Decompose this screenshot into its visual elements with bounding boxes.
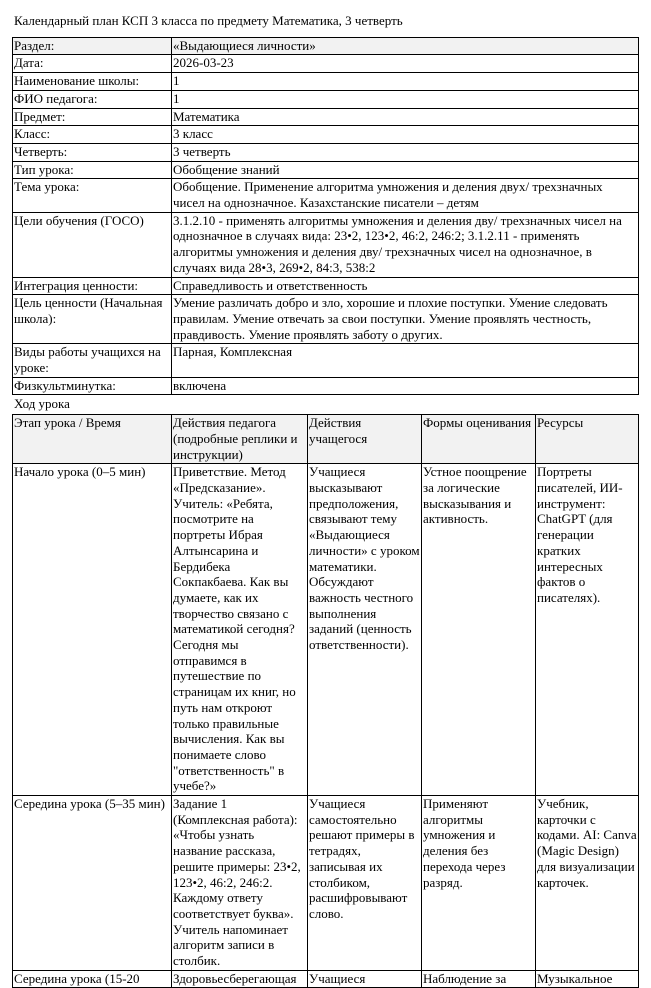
assessment-cell: Устное поощрение за логические высказывания и активность. xyxy=(422,464,536,796)
info-label: Цель ценности (Начальная школа): xyxy=(13,295,172,344)
column-header-student: Действия учащегося xyxy=(308,415,422,464)
info-label: ФИО педагога: xyxy=(13,90,172,108)
info-row xyxy=(13,212,639,277)
table-header-row xyxy=(13,415,639,464)
column-header-resources: Ресурсы xyxy=(536,415,639,464)
assessment-cell: Применяют алгоритмы умножения и деления без перехода через разряд. xyxy=(422,796,536,971)
info-row xyxy=(13,143,639,161)
student-cell: Учащиеся самостоятельно решают примеры в тетрадях, записывая их столбиком, расшифровывают слово. xyxy=(308,796,422,971)
info-value: 3 четверть xyxy=(172,143,639,161)
info-label: Цели обучения (ГОСО) xyxy=(13,212,172,277)
column-header-stage: Этап урока / Время xyxy=(13,415,172,464)
resources-cell: Музыкальное xyxy=(536,970,639,988)
student-cell: Учащиеся xyxy=(308,970,422,988)
student-cell: Учащиеся высказывают предположения, связывают тему «Выдающиеся личности» с уроком математики. Обсуждают важность честного выполнения заданий (ценность ответственности). xyxy=(308,464,422,796)
table-row xyxy=(13,970,639,988)
teacher-cell: Задание 1 (Комплексная работа): «Чтобы узнать название рассказа, решите примеры: 23•2, 123•2, 46:2, 246:2. Каждому ответу соответствует буква». Учитель напоминает алгоритм записи в столбик. xyxy=(172,796,308,971)
info-label: Дата: xyxy=(13,55,172,73)
resources-cell: Учебник, карточки с кодами. AI: Canva (Magic Design) для визуализации карточек. xyxy=(536,796,639,971)
info-label: Предмет: xyxy=(13,108,172,126)
info-value: 2026-03-23 xyxy=(172,55,639,73)
info-label: Четверть: xyxy=(13,143,172,161)
info-label: Тип урока: xyxy=(13,161,172,179)
info-row xyxy=(13,90,639,108)
stage-cell: Начало урока (0–5 мин) xyxy=(13,464,172,796)
assessment-cell: Наблюдение за xyxy=(422,970,536,988)
column-header-assessment: Формы оценивания xyxy=(422,415,536,464)
lesson-progress-table xyxy=(12,414,639,988)
info-row xyxy=(13,179,639,212)
info-value: 3.1.2.10 - применять алгоритмы умножения и деления дву/ трехзначных чисел на однозначное в случаях вида: 23•2, 123•2, 46:2, 246:2; 3.1.2.11 - применять алгоритмы умножения и деления дву/ трехзначных чисел на однозначное, в случаях вида 28•3, 269•2, 84:3, 538:2 xyxy=(172,212,639,277)
info-row xyxy=(13,37,639,55)
info-value: Справедливость и ответственность xyxy=(172,277,639,295)
info-row xyxy=(13,126,639,144)
info-label: Раздел: xyxy=(13,37,172,55)
info-value: 1 xyxy=(172,73,639,91)
stage-cell: Середина урока (5–35 мин) xyxy=(13,796,172,971)
info-label: Виды работы учащихся на уроке: xyxy=(13,344,172,377)
info-row xyxy=(13,55,639,73)
info-row xyxy=(13,161,639,179)
resources-cell: Портреты писателей, ИИ-инструмент: ChatGPT (для генерации кратких интересных фактов о писателях). xyxy=(536,464,639,796)
lesson-section-label: Ход урока xyxy=(14,396,70,412)
info-value: Обобщение знаний xyxy=(172,161,639,179)
stage-cell: Середина урока (15-20 xyxy=(13,970,172,988)
column-header-teacher: Действия педагога (подробные реплики и инструкции) xyxy=(172,415,308,464)
info-value: Математика xyxy=(172,108,639,126)
teacher-cell: Здоровьесберегающая xyxy=(172,970,308,988)
info-value: 1 xyxy=(172,90,639,108)
info-label: Наименование школы: xyxy=(13,73,172,91)
info-value: «Выдающиеся личности» xyxy=(172,37,639,55)
table-row xyxy=(13,796,639,971)
info-label: Физкультминутка: xyxy=(13,377,172,395)
info-row xyxy=(13,73,639,91)
info-row xyxy=(13,108,639,126)
table-row xyxy=(13,464,639,796)
info-row xyxy=(13,277,639,295)
info-value: Обобщение. Применение алгоритма умножения и деления двух/ трехзначных чисел на однозначное. Казахстанские писатели – детям xyxy=(172,179,639,212)
info-value: Парная, Комплексная xyxy=(172,344,639,377)
info-row xyxy=(13,295,639,344)
teacher-cell: Приветствие. Метод «Предсказание». Учитель: «Ребята, посмотрите на портреты Ибрая Алтынсарина и Бердибека Сокпакбаева. Как вы думаете, как их творчество связано с математикой сегодня? Сегодня мы отправимся в путешествие по страницам их книг, но путь нам откроют только правильные вычисления. Как вы понимаете слово "ответственность" в учебе?» xyxy=(172,464,308,796)
info-label: Тема урока: xyxy=(13,179,172,212)
info-label: Интеграция ценности: xyxy=(13,277,172,295)
info-row xyxy=(13,344,639,377)
info-value: Умение различать добро и зло, хорошие и плохие поступки. Умение следовать правилам. Умение отвечать за свои поступки. Умение проявлять честность, правдивость. Умение проявлять заботу о других. xyxy=(172,295,639,344)
info-value: 3 класс xyxy=(172,126,639,144)
document-title: Календарный план КСП 3 класса по предмету Математика, 3 четверть xyxy=(14,13,403,28)
lesson-info-table xyxy=(12,37,639,396)
info-row xyxy=(13,377,639,395)
info-label: Класс: xyxy=(13,126,172,144)
info-value: включена xyxy=(172,377,639,395)
